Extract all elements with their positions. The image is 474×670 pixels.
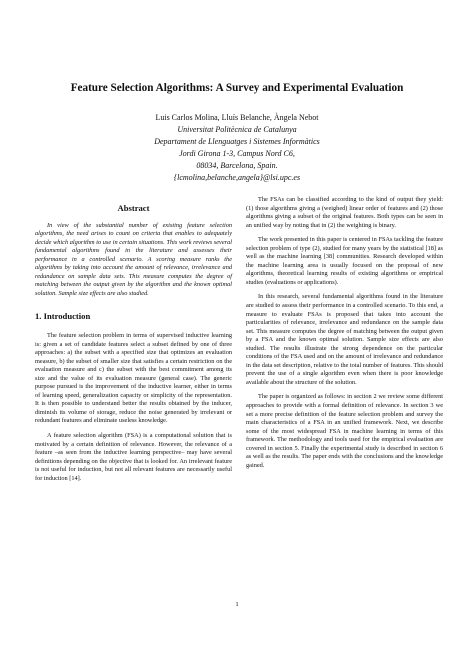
intro-paragraph-1: The feature selection problem in terms of supervised inductive learning is: given a set of candidate features select a subset defined by one of three approaches: a) the subset with a specified size that optimizes an evaluation measure, b) the subset of smaller size that satisfies a certain restriction on the evaluation measure and c) the subset with the best commitment among its size and the value of its evaluation measure (general case). The generic purpose pursued is the improvement of the inductive learner, either in terms of learning speed, generalization capacity or simplicity of the representation. It is then possible to understand better the results obtained by the inducer, diminish its volume of storage, reduce the noise generated by irrelevant or redundant features and eliminate useless knowledge.: [35, 332, 232, 425]
address-street: Jordi Girona 1-3, Campus Nord C6,: [179, 148, 295, 158]
right-paragraph-3: In this research, several fundamental algorithms found in the literature are studied to assess their performance in a controlled scenario. To this end, a measure to evaluate FSAs is proposed that takes into account the particularities of relevance, irrelevance and redundance on the sample data set. This measure computes the degree of matching between the output given by a FSA and the known optimal solution. Sample size effects are also studied. The results illustrate the strong dependence on the particular conditions of the FSA used and on the amount of irrelevance and redundance in the data set description, relative to the total number of features. This should prevent the use of a single algorithm even when there is poor knowledge available about the structure of the solution.: [246, 293, 443, 386]
intro-paragraph-2: A feature selection algorithm (FSA) is a computational solution that is motivated by a certain definition of relevance. However, the relevance of a feature –as seen from the inductive learning perspective– may have several definitions depending on the objective that is looked for. An irrelevant feature is not useful for induction, but not all relevant features are necessarily useful for induction [14].: [35, 432, 232, 482]
author-names: Luis Carlos Molina, Lluís Belanche, Àngela Nebot: [155, 113, 319, 122]
right-paragraph-4: The paper is organized as follows: in section 2 we review some different approaches to provide with a formal definition of relevance. In section 3 we set a more precise definition of the feature selection problem and survey the main characteristics of a FSA in an unified framework. Next, we describe some of the most widespread FSA in machine learning in terms of this framework. The methodology and tools used for the empirical evaluation are covered in section 5. Finally the experimental study is described in section 6 as well as the results. The paper ends with the conclusions and the knowledge gained.: [246, 393, 443, 469]
left-column: [35, 204, 232, 483]
author-block: [0, 112, 474, 183]
right-paragraph-2: The work presented in this paper is centered in FSAs tackling the feature selection problem of type (2), studied for many years by the statistical [18] as well as the machine learning [38] communities. Research developed within the machine learning area is usually focused on the proposal of new algorithms, theoretical learning results of existing algorithms or empirical studies (evaluations or applications).: [246, 236, 443, 286]
affiliation-university: Universitat Politècnica de Catalunya: [177, 124, 297, 134]
abstract-text: In view of the substantial number of existing feature selection algorithms, the need arises to count on criteria that enables to adequately decide which algorithm to use in certain situations. This work reviews several fundamental algorithms found in the literature and assesses their performance in a controlled scenario. A scoring measure ranks the algorithms by taking into account the amount of relevance, irrelevance and redundance on sample data sets. This measure computes the degree of matching between the output given by the algorithm and the known optimal solution. Sample size effects are also studied.: [35, 221, 232, 297]
abstract-heading: Abstract: [117, 203, 150, 213]
page-number: 1: [235, 601, 239, 608]
affiliation-department: Departament de Llenguatges i Sistemes Informàtics: [154, 136, 320, 146]
paper-title: Feature Selection Algorithms: A Survey and Experimental Evaluation: [70, 82, 404, 94]
author-email: {lcmolina,belanche,angela}@lsi.upc.es: [173, 172, 301, 182]
right-paragraph-1: The FSAs can be classified according to the kind of output they yield: (1) those algorithms giving a (weighed) linear order of features and (2) those algorithms giving a subset of the original features. Both types can be seen in an unified way by noting that in (2) the weighting is binary.: [246, 196, 443, 229]
address-city: 08034, Barcelona, Spain.: [196, 160, 278, 170]
introduction-heading: 1. Introduction: [35, 311, 91, 322]
right-column: [246, 196, 443, 470]
